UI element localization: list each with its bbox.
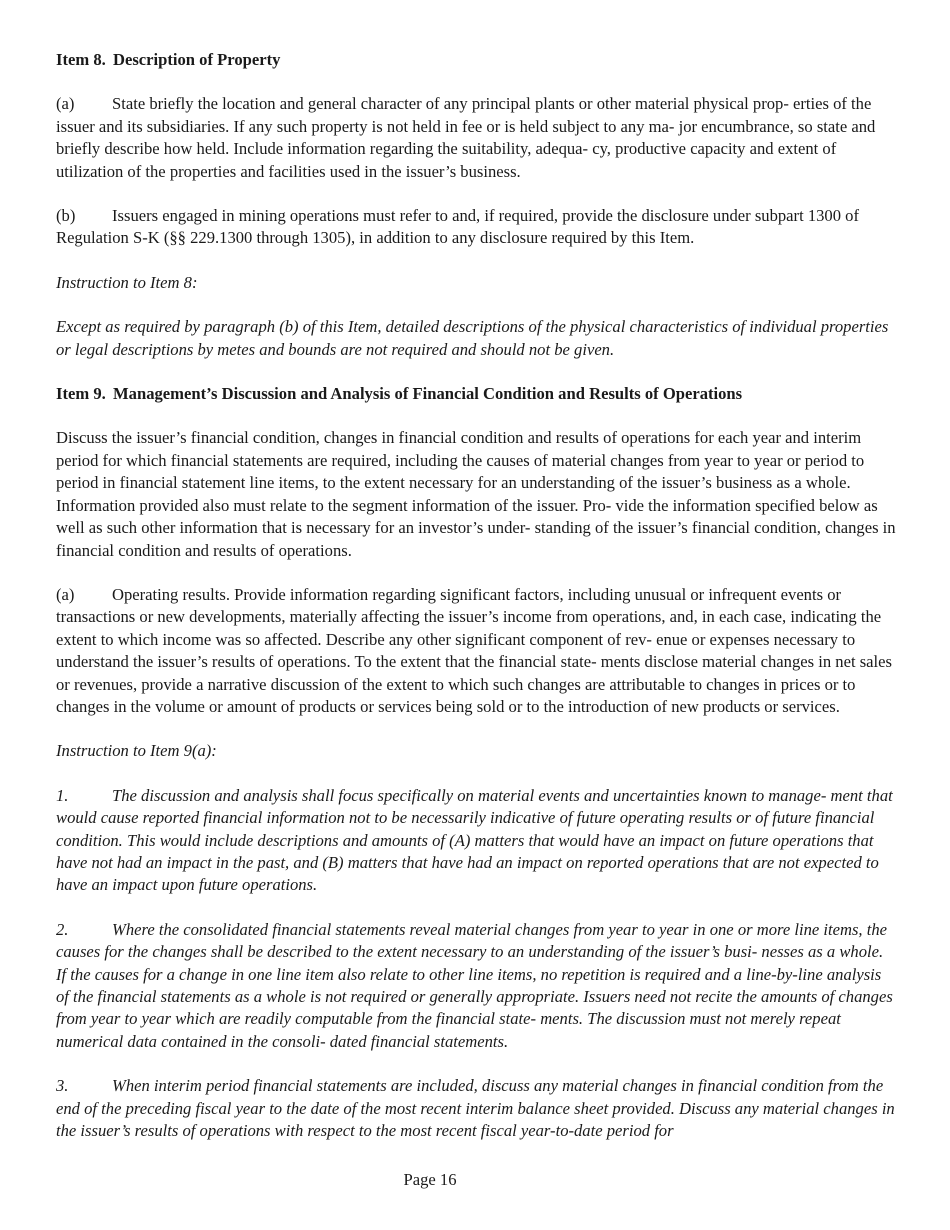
- item9a-instruction-2: [56, 919, 896, 1053]
- item8-instruction-heading: Instruction to Item 8:: [56, 272, 198, 292]
- item9-paragraph-a: [56, 584, 896, 718]
- item9a-instruction-3: [56, 1075, 896, 1142]
- item9-title: Management’s Discussion and Analysis of Financial Condition and Results of Operations: [113, 384, 743, 404]
- item9-number: Item 9.: [56, 384, 106, 404]
- document-page: [56, 49, 896, 1164]
- item9a-instruction-heading: Instruction to Item 9(a):: [56, 741, 217, 761]
- item8-heading: [56, 49, 896, 71]
- instruction-1-text: The discussion and analysis shall focus specifically on material events and uncertainties known to manage- ment that would cause reported financial information not to be necessarily indicative of future operating results or of future financial condition. This would include descriptions and amounts of (A) matters that would have an impact on future operations that have not had an impact in the past, and (B) matters that have had an impact on reported operations that are not expected to have an impact upon future operations.: [56, 785, 893, 895]
- item8-number: Item 8.: [56, 50, 106, 69]
- item8-paragraph-a-label: (a): [56, 94, 75, 114]
- instruction-1-label: 1.: [56, 785, 69, 805]
- item9-paragraph-a-label: (a): [56, 584, 75, 604]
- instruction-3-label: 3.: [56, 1076, 69, 1096]
- page-number: Page 16: [403, 1170, 457, 1189]
- instruction-2-text: Where the consolidated financial statements reveal material changes from year to year in one or more line items, the causes for the changes shall be described to the extent necessary to an understanding of the issuer’s busi- nesses as a whole. If the causes for a change in one line item also relate to other line items, no repetition is required and a line-by-line analysis of the financial statements as a whole is not required or generally appropriate. Issuers need not recite the amounts of changes from year to year which are readily computable from the financial state- ments. The discussion must not merely repeat numerical data contained in the consoli- dated financial statements.: [56, 919, 893, 1051]
- item8-paragraph-a: [56, 93, 896, 183]
- item9-heading: [56, 383, 896, 405]
- item9a-instruction-1: [56, 785, 896, 897]
- item8-title: Description of Property: [113, 50, 281, 69]
- item8-paragraph-b-label: (b): [56, 206, 76, 226]
- instruction-3-text: When interim period financial statements are included, discuss any material changes in financial condition from the end of the preceding fiscal year to the date of the most recent interim balance sheet provided. Discuss any material changes in the issuer’s results of operations with respect to the most recent fiscal year-to-date period for: [56, 1076, 895, 1141]
- item9-intro: Discuss the issuer’s financial condition, changes in financial condition and results of operations for each year and interim period for which financial statements are required, including the causes of material changes from year to year or period to period in financial statement line items, to the extent necessary for an understanding of the issuer’s business as a whole. Information provided also must relate to the segment information of the issuer. Pro- vide the information specified below as well as such other information that is necessary for an investor’s under- standing of the issuer’s financial condition, changes in financial condition and results of operations.: [56, 428, 896, 560]
- item8-paragraph-b: [56, 205, 896, 250]
- instruction-2-label: 2.: [56, 919, 69, 939]
- item8-paragraph-a-text: State briefly the location and general character of any principal plants or other material physical prop- erties of the issuer and its subsidiaries. If any such property is not held in fee or is held subject to any ma- jor encumbrance, so state and briefly describe how held. Include information regarding the suitability, adequa- cy, productive capacity and extent of utilization of the properties and facilities used in the issuer’s business.: [56, 94, 876, 181]
- item8-instruction-text: Except as required by paragraph (b) of this Item, detailed descriptions of the physical characteristics of individual properties or legal descriptions by metes and bounds are not required and should not be given.: [56, 317, 889, 359]
- item9-paragraph-a-text: Operating results. Provide information regarding significant factors, including unusual or infrequent events or transactions or new developments, materially affecting the issuer’s income from operations, and, in each case, indicating the extent to which income was so affected. Describe any other significant component of rev- enue or expenses necessary to understand the issuer’s results of operations. To the extent that the financial state- ments disclose material changes in net sales or revenues, provide a narrative discussion of the extent to which such changes are attributable to changes in prices or to changes in the volume or amount of products or services being sold or to the introduction of new products or services.: [56, 584, 892, 716]
- item8-paragraph-b-text: Issuers engaged in mining operations must refer to and, if required, provide the disclosure under subpart 1300 of Regulation S-K (§§ 229.1300 through 1305), in addition to any disclosure required by this Item.: [56, 206, 859, 248]
